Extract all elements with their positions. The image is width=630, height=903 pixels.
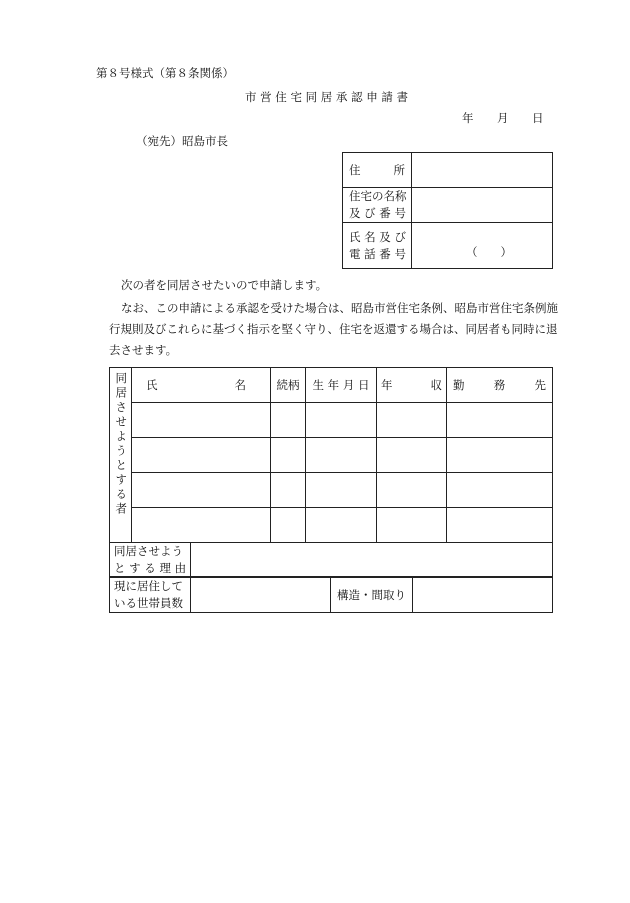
- address-field[interactable]: [412, 153, 553, 188]
- applicant-table: [342, 152, 553, 269]
- cohabitants-table: [109, 367, 553, 543]
- header-birthdate: 生 年 月 日: [306, 368, 377, 403]
- header-relation: 続柄: [271, 368, 306, 403]
- cell-birthdate[interactable]: [306, 403, 377, 438]
- cell-relation[interactable]: [271, 508, 306, 543]
- cell-name[interactable]: [132, 438, 271, 473]
- statement-2-line1: なお、この申請による承認を受けた場合は、昭島市営住宅条例、昭島市営住宅条例施: [121, 301, 558, 315]
- structure-label: 構造・間取り: [331, 577, 413, 613]
- cell-work[interactable]: [447, 438, 553, 473]
- cell-income[interactable]: [377, 438, 447, 473]
- cell-work[interactable]: [447, 473, 553, 508]
- cell-birthdate[interactable]: [306, 473, 377, 508]
- table-row: [110, 508, 553, 543]
- cell-birthdate[interactable]: [306, 508, 377, 543]
- reason-table: [109, 542, 553, 578]
- header-name: 氏 名: [132, 368, 271, 403]
- cell-birthdate[interactable]: [306, 438, 377, 473]
- statement-1: 次の者を同居させたいので申請します。: [121, 278, 328, 292]
- household-label: 現に居住して いる世帯員数: [110, 577, 191, 613]
- household-table: [109, 576, 553, 613]
- address-label: 住 所: [343, 153, 412, 188]
- cell-relation[interactable]: [271, 438, 306, 473]
- reason-field[interactable]: [191, 543, 553, 578]
- cell-income[interactable]: [377, 473, 447, 508]
- form-title: 市 営 住 宅 同 居 承 認 申 請 書: [245, 90, 409, 104]
- cell-name[interactable]: [132, 403, 271, 438]
- cell-relation[interactable]: [271, 403, 306, 438]
- cell-name[interactable]: [132, 508, 271, 543]
- form-number: 第８号様式（第８条関係）: [96, 66, 234, 80]
- date-day: 日: [532, 111, 544, 125]
- table-row: [110, 438, 553, 473]
- statement-2-line2: 行規則及びこれらに基づく指示を堅く守り、住宅を返還する場合は、同居者も同時に退: [109, 322, 558, 336]
- cell-work[interactable]: [447, 508, 553, 543]
- household-count-field[interactable]: [191, 577, 331, 613]
- table-row: [110, 403, 553, 438]
- housing-field[interactable]: [412, 188, 553, 223]
- header-income: 年 収: [377, 368, 447, 403]
- cohabitants-side-label: 同居させようとする者: [110, 368, 132, 543]
- statement-2-line3: 去させます。: [109, 343, 178, 357]
- name-phone-field[interactable]: [412, 223, 553, 269]
- housing-label: 住宅の名称 及 び 番 号: [343, 188, 412, 223]
- name-phone-label: 氏 名 及 び 電 話 番 号: [343, 223, 412, 269]
- cell-relation[interactable]: [271, 473, 306, 508]
- structure-field[interactable]: [413, 577, 553, 613]
- cell-name[interactable]: [132, 473, 271, 508]
- cell-income[interactable]: [377, 508, 447, 543]
- date-month: 月: [497, 111, 509, 125]
- header-work: 勤 務 先: [447, 368, 553, 403]
- addressee: （宛先）昭島市長: [136, 134, 228, 148]
- cell-income[interactable]: [377, 403, 447, 438]
- date-year: 年: [462, 111, 474, 125]
- table-row: [110, 473, 553, 508]
- phone-paren: （ ）: [466, 245, 512, 259]
- cell-work[interactable]: [447, 403, 553, 438]
- reason-label: 同居させよう と す る 理 由: [110, 543, 191, 578]
